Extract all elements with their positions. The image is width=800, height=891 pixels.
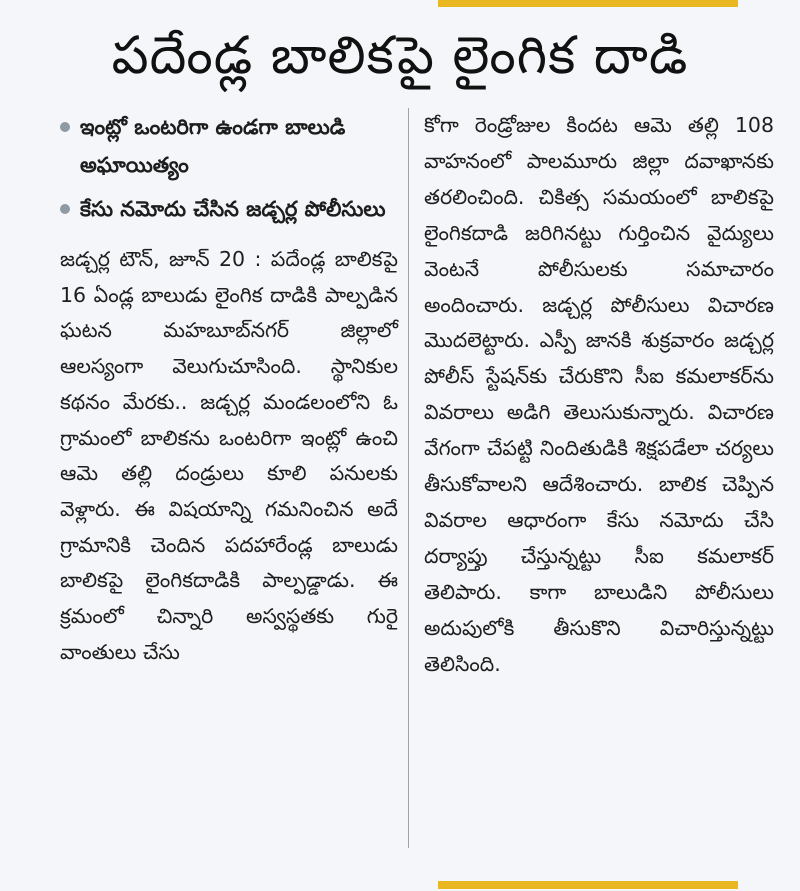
right-column [424, 108, 774, 683]
highlight-item [60, 108, 398, 184]
highlight-text: ఇంట్లో ఒంటరిగా ఉండగా బాలుడి అఘాయిత్యం [80, 115, 346, 177]
article-body-left: జడ్చర్ల టౌన్, జూన్ 20 : పదేండ్ల బాలికపై 16 ఏండ్ల బాలుడు లైంగిక దాడికి పాల్పడిన ఘటన మహబూబ్‌నగర్ జిల్లాలో ఆలస్యంగా వెలుగుచూసింది. స్థానికుల కథనం మేరకు.. జడ్చర్ల మండలంలోని ఓ గ్రామంలో బాలికను ఒంటరిగా ఇంట్లో ఉంచి ఆమె తల్లి దండ్రులు కూలి పనులకు వెళ్లారు. ఈ విషయాన్ని గమనించిన అదే గ్రామానికి చెందిన పదహారేండ్ల బాలుడు బాలికపై లైంగికదాడికి పాల్పడ్డాడు. ఈ క్రమంలో చిన్నారి అస్వస్థతకు గురై వాంతులు చేసు [60, 247, 398, 664]
article-headline: పదేండ్ల బాలికపై లైంగిక దాడి [111, 26, 689, 86]
top-accent-bar [438, 0, 738, 7]
article-body-right: కోగా రెండ్రోజుల కిందట ఆమె తల్లి 108 వాహనంలో పాలమూరు జిల్లా దవాఖానకు తరలించింది. చికిత్స సమయంలో బాలికపై లైంగికదాడి జరిగినట్టు గుర్తించిన వైద్యులు వెంటనే పోలీసులకు సమాచారం అందించారు. జడ్చర్ల పోలీసులు విచారణ మొదలెట్టారు. ఎస్పీ జానకి శుక్రవారం జడ్చర్ల పోలీస్ స్టేషన్‌కు చేరుకొని సీఐ కమలాకర్‌ను వివరాలు అడిగి తెలుసుకున్నారు. విచారణ వేగంగా చేపట్టి నిందితుడికి శిక్షపడేలా చర్యలు తీసుకోవాలని ఆదేశించారు. బాలిక చెప్పిన వివరాల ఆధారంగా కేసు నమోదు చేసి దర్యాప్తు చేస్తున్నట్టు సీఐ కమలాకర్ తెలిపారు. కాగా బాలుడిని పోలీసులు అదుపులోకి తీసుకొని విచారిస్తున్నట్టు తెలిసింది. [424, 113, 774, 676]
bullet-icon [60, 204, 70, 214]
highlight-item [60, 190, 398, 228]
bottom-accent-bar [438, 881, 738, 889]
highlight-text: కేసు నమోదు చేసిన జడ్చర్ల పోలీసులు [80, 197, 386, 221]
left-column [60, 108, 398, 670]
highlights-list [60, 108, 398, 228]
bullet-icon [60, 122, 70, 132]
column-divider [408, 108, 409, 848]
